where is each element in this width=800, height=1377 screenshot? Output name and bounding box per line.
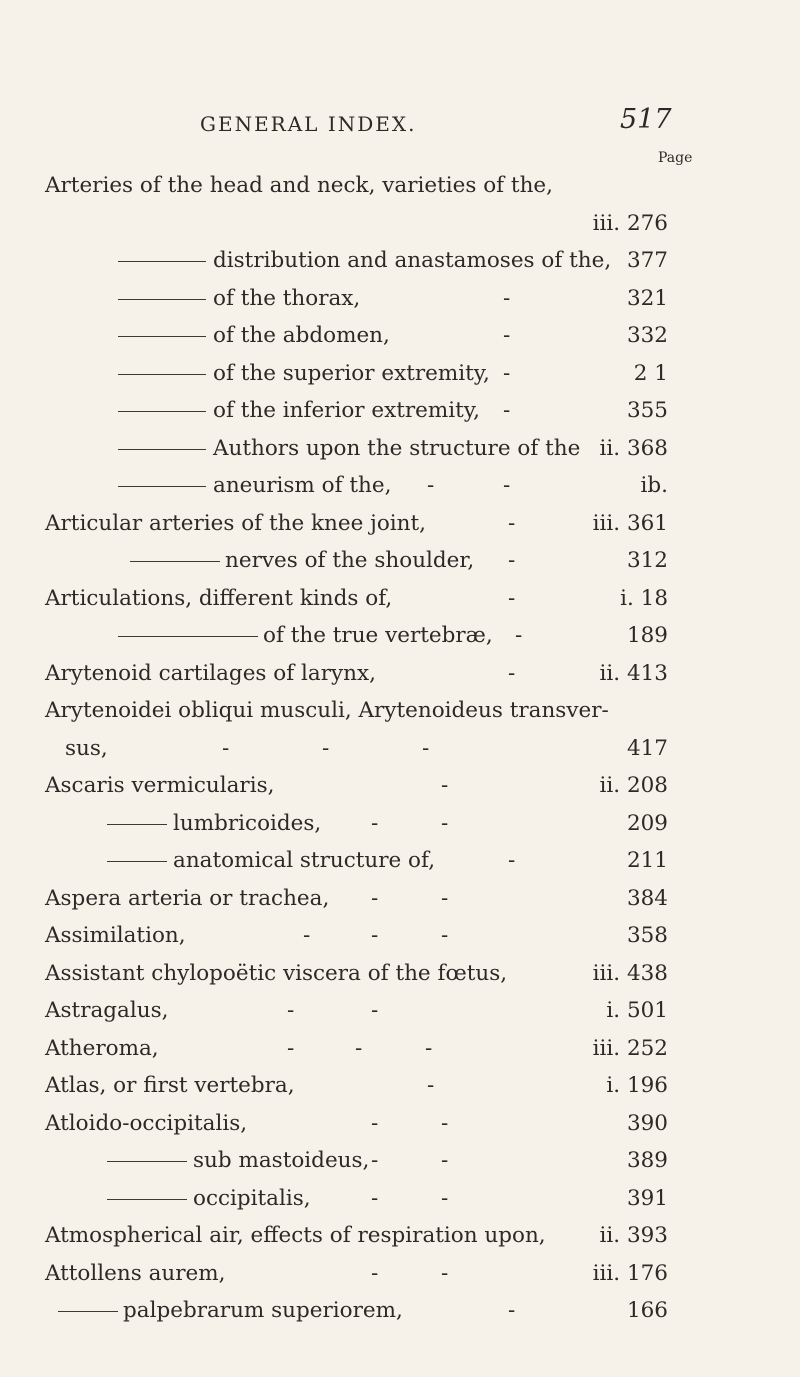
leader-hyphen: - (441, 923, 449, 948)
leader-hyphen: - (508, 1298, 516, 1323)
ditto-rule (130, 561, 220, 562)
ditto-rule (107, 824, 167, 825)
entry-text: of the thorax, (213, 286, 361, 311)
index-entry (0, 1143, 800, 1179)
entry-page: 390 (626, 1111, 668, 1136)
index-entry (0, 768, 800, 804)
leader-hyphen: - (425, 1036, 433, 1061)
leader-hyphen: - (508, 511, 516, 536)
entry-text: sus, (65, 736, 108, 761)
leader-hyphen: - (441, 1148, 449, 1173)
leader-hyphen: - (503, 323, 511, 348)
leader-hyphen: - (503, 361, 511, 386)
leader-hyphen: - (508, 661, 516, 686)
index-entry (0, 431, 800, 467)
index-entry (0, 693, 800, 729)
leader-hyphen: - (371, 1261, 379, 1286)
entry-text: of the superior extremity, (213, 361, 490, 386)
index-entry (0, 206, 800, 242)
index-entry (0, 993, 800, 1029)
index-entry (0, 506, 800, 542)
entry-page: 417 (626, 736, 668, 761)
leader-hyphen: - (422, 736, 430, 761)
leader-hyphen: - (441, 1111, 449, 1136)
leader-hyphen: - (441, 1186, 449, 1211)
index-entry (0, 318, 800, 354)
leader-hyphen: - (441, 886, 449, 911)
entry-page: 189 (626, 623, 668, 648)
entry-page: iii. 438 (592, 961, 668, 986)
entry-text: Articular arteries of the knee joint, (45, 511, 426, 536)
ditto-rule (118, 336, 206, 337)
running-head-title: GENERAL INDEX. (200, 112, 417, 136)
ditto-rule (58, 1311, 118, 1312)
index-entry (0, 1031, 800, 1067)
index-entry (0, 956, 800, 992)
entry-text: of the true vertebræ, (263, 623, 493, 648)
index-entry (0, 1256, 800, 1292)
entry-text: distribution and anastamoses of the, (213, 248, 612, 273)
entry-page: 321 (626, 286, 668, 311)
ditto-rule (118, 449, 206, 450)
entry-page: iii. 361 (592, 511, 668, 536)
leader-hyphen: - (287, 1036, 295, 1061)
entry-page: 358 (626, 923, 668, 948)
entry-text: occipitalis, (193, 1186, 311, 1211)
page-column-label: Page (658, 150, 693, 166)
index-entry (0, 806, 800, 842)
entry-text: Aspera arteria or trachea, (45, 886, 330, 911)
entry-page: 2 1 (633, 361, 668, 386)
leader-hyphen: - (355, 1036, 363, 1061)
leader-hyphen: - (508, 548, 516, 573)
entry-page: ii. 413 (599, 661, 668, 686)
leader-hyphen: - (441, 773, 449, 798)
ditto-rule (118, 299, 206, 300)
leader-hyphen: - (371, 1186, 379, 1211)
entry-page: 312 (626, 548, 668, 573)
ditto-rule (118, 261, 206, 262)
entry-text: sub mastoideus, (193, 1148, 370, 1173)
index-entry (0, 731, 800, 767)
leader-hyphen: - (427, 1073, 435, 1098)
index-entry (0, 356, 800, 392)
entry-page: 389 (626, 1148, 668, 1173)
entry-text: nerves of the shoulder, (225, 548, 475, 573)
page-number: 517 (620, 104, 672, 135)
leader-hyphen: - (371, 886, 379, 911)
index-entry (0, 468, 800, 504)
index-entry (0, 243, 800, 279)
index-entry (0, 618, 800, 654)
entry-text: Ascaris vermicularis, (45, 773, 275, 798)
index-entry (0, 1068, 800, 1104)
entry-page: 355 (626, 398, 668, 423)
entry-page: 166 (626, 1298, 668, 1323)
entry-text: Atheroma, (45, 1036, 159, 1061)
index-entry (0, 1218, 800, 1254)
leader-hyphen: - (503, 473, 511, 498)
entry-text: Arteries of the head and neck, varieties of the, (45, 173, 553, 198)
leader-hyphen: - (371, 811, 379, 836)
leader-hyphen: - (371, 998, 379, 1023)
index-entry (0, 168, 800, 204)
index-entry (0, 1293, 800, 1329)
leader-hyphen: - (508, 586, 516, 611)
entry-page: 377 (626, 248, 668, 273)
ditto-rule (118, 636, 258, 637)
leader-hyphen: - (515, 623, 523, 648)
leader-hyphen: - (441, 811, 449, 836)
index-entry (0, 581, 800, 617)
entry-text: Assistant chylopoëtic viscera of the fœtus, (45, 961, 508, 986)
entry-text: Assimilation, (45, 923, 186, 948)
leader-hyphen: - (371, 1148, 379, 1173)
leader-hyphen: - (303, 923, 311, 948)
index-entry (0, 656, 800, 692)
entry-page: i. 196 (606, 1073, 668, 1098)
entry-text: lumbricoides, (173, 811, 322, 836)
entry-text: Atlas, or first vertebra, (45, 1073, 295, 1098)
index-entry (0, 393, 800, 429)
leader-hyphen: - (371, 1111, 379, 1136)
leader-hyphen: - (322, 736, 330, 761)
leader-hyphen: - (503, 286, 511, 311)
leader-hyphen: - (508, 848, 516, 873)
entry-text: of the abdomen, (213, 323, 390, 348)
entry-page: 211 (626, 848, 668, 873)
entry-page: i. 501 (606, 998, 668, 1023)
leader-hyphen: - (222, 736, 230, 761)
leader-hyphen: - (371, 923, 379, 948)
entry-text: Authors upon the structure of the (213, 436, 581, 461)
entry-text: palpebrarum superiorem, (123, 1298, 403, 1323)
ditto-rule (118, 486, 206, 487)
index-entry (0, 281, 800, 317)
index-entry (0, 543, 800, 579)
index-entry (0, 843, 800, 879)
entry-text: Atmospherical air, effects of respiration upon, (45, 1223, 546, 1248)
entry-page: ii. 208 (599, 773, 668, 798)
entry-page: iii. 176 (592, 1261, 668, 1286)
leader-hyphen: - (503, 398, 511, 423)
ditto-rule (118, 411, 206, 412)
entry-page: i. 18 (620, 586, 668, 611)
index-entry (0, 1181, 800, 1217)
entry-page: 332 (626, 323, 668, 348)
index-entry (0, 1106, 800, 1142)
entry-text: aneurism of the, (213, 473, 392, 498)
ditto-rule (118, 374, 206, 375)
leader-hyphen: - (427, 473, 435, 498)
index-entry (0, 881, 800, 917)
entry-text: Astragalus, (45, 998, 169, 1023)
entry-page: iii. 276 (592, 211, 668, 236)
entry-text: Attollens aurem, (45, 1261, 226, 1286)
entry-page: ii. 393 (599, 1223, 668, 1248)
entry-page: ib. (640, 473, 668, 498)
ditto-rule (107, 1199, 187, 1200)
entry-page: ii. 368 (599, 436, 668, 461)
leader-hyphen: - (441, 1261, 449, 1286)
entry-text: anatomical structure of, (173, 848, 436, 873)
entry-page: 384 (626, 886, 668, 911)
entry-text: Arytenoidei obliqui musculi, Arytenoideus transver- (45, 698, 609, 723)
entry-page: iii. 252 (592, 1036, 668, 1061)
ditto-rule (107, 861, 167, 862)
entry-text: Articulations, different kinds of, (45, 586, 393, 611)
entry-text: of the inferior extremity, (213, 398, 480, 423)
entry-page: 391 (626, 1186, 668, 1211)
leader-hyphen: - (287, 998, 295, 1023)
entry-page: 209 (626, 811, 668, 836)
ditto-rule (107, 1161, 187, 1162)
entry-text: Atloido-occipitalis, (45, 1111, 248, 1136)
index-entry (0, 918, 800, 954)
entry-text: Arytenoid cartilages of larynx, (45, 661, 376, 686)
